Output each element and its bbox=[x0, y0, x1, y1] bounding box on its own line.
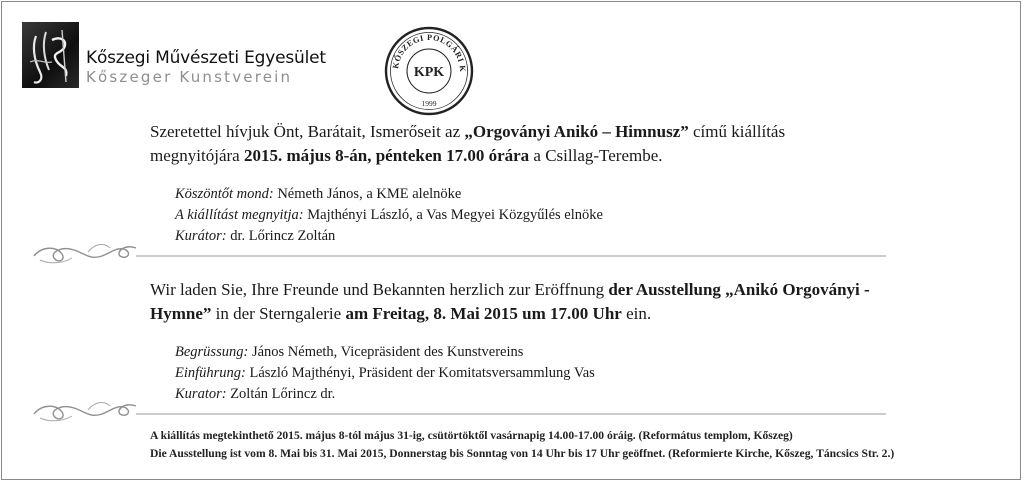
footer-de: Die Ausstellung ist vom 8. Mai bis 31. Mai 2015, Donnerstag bis Sonntag von 14 Uhr bis 17 Uhr geöffnet. (Reformierte Kirche, Kőszeg, Táncsics Str. 2.) bbox=[150, 447, 895, 460]
ornament-divider-icon bbox=[28, 240, 888, 266]
de-line-1: Wir laden Sie, Ihre Freunde und Bekannten herzlich zur Eröffnung der Ausstellung „Anikó Orgoványi - bbox=[150, 280, 870, 299]
hu-line-2: megnyitójára 2015. május 8-án, pénteken 17.00 órára a Csillag-Terembe. bbox=[150, 146, 663, 165]
opening-date-de: am Freitag, 8. Mai 2015 um 17.00 Uhr bbox=[345, 304, 622, 323]
kpk-seal bbox=[384, 26, 474, 116]
hu-invitation-text bbox=[150, 120, 785, 168]
credit-greeting-de: Begrüssung: János Németh, Vicepräsident des Kunstvereins bbox=[175, 344, 524, 360]
footer-hu: A kiállítás megtekinthető 2015. május 8-tól május 31-ig, csütörtöktől vasárnapig 14.00-17.00 óráig. (Református templom, Kőszeg) bbox=[150, 429, 793, 442]
exhibition-title-de: der Ausstellung „Anikó Orgoványi - bbox=[608, 280, 870, 299]
hu-line-1: Szeretettel hívjuk Önt, Barátait, Ismerőseit az „Orgoványi Anikó – Himnusz” című kiállítás bbox=[150, 122, 786, 141]
kme-logo-name: Kőszegi Művészeti Egyesület bbox=[86, 48, 326, 68]
hu-credits bbox=[175, 184, 603, 247]
kme-logo-mark-icon bbox=[22, 22, 79, 88]
de-invitation-text bbox=[150, 278, 870, 326]
credit-greeting-hu: Köszöntőt mond: Németh János, a KME alelnöke bbox=[175, 186, 462, 202]
credit-opening-de: Einführung: László Majthényi, Präsident der Komitatsversammlung Vas bbox=[175, 365, 595, 381]
kme-logo-subtitle: Kőszeger Kunstverein bbox=[86, 68, 293, 86]
kme-logo bbox=[22, 22, 342, 90]
credit-curator-de: Kurator: Zoltán Lőrincz dr. bbox=[175, 386, 336, 402]
ornament-divider-icon bbox=[28, 398, 888, 424]
credit-opening-hu: A kiállítást megnyitja: Majthényi László, a Vas Megyei Közgyűlés elnöke bbox=[175, 207, 603, 223]
seal-ring-text: KŐSZEGI POLGÁRI K bbox=[390, 32, 468, 73]
opening-date-hu: 2015. május 8-án, pénteken 17.00 órára bbox=[243, 146, 530, 165]
seal-monogram: KPK bbox=[413, 65, 445, 80]
de-credits bbox=[175, 342, 595, 405]
seal-year: 1999 bbox=[421, 99, 437, 108]
opening-hours-footer bbox=[150, 427, 894, 463]
exhibition-title-hu: „Orgoványi Anikó – Himnusz” bbox=[464, 122, 689, 141]
de-line-2: Hymne” in der Sterngalerie am Freitag, 8. Mai 2015 um 17.00 Uhr ein. bbox=[150, 304, 652, 323]
credit-curator-hu: Kurátor: dr. Lőrincz Zoltán bbox=[175, 228, 336, 244]
